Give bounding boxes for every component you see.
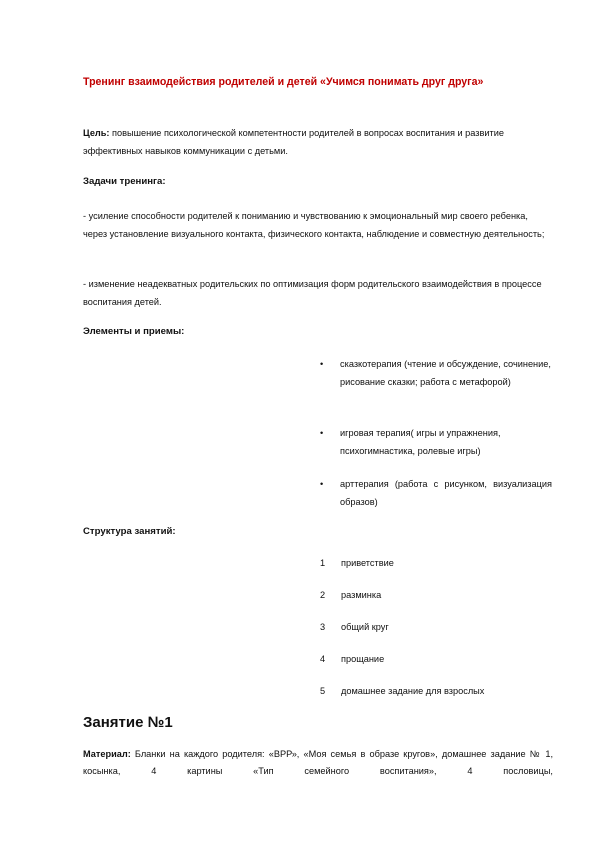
element-text: арттерапия (работа с рисунком, визуализация образов) xyxy=(340,479,552,507)
element-text: игровая терапия( игры и упражнения, психогимнастика, ролевые игры) xyxy=(340,428,501,456)
goal-paragraph xyxy=(83,124,553,160)
material-label: Материал: xyxy=(83,749,131,759)
item-number: 1 xyxy=(320,558,326,568)
element-item-art xyxy=(320,475,552,511)
elements-list-3 xyxy=(320,475,552,511)
goal-text: повышение психологической компетентности родителей в вопросах воспитания и развитие эффективных навыков коммуникации с детьми. xyxy=(83,128,504,156)
structure-heading: Структура занятий: xyxy=(83,526,176,537)
task-item-2: - изменение неадекватных родительских по оптимизация форм родительского взаимодействия в процессе воспитания детей. xyxy=(83,279,542,307)
structure-item xyxy=(320,622,389,632)
structure-item xyxy=(320,558,394,568)
task-item-1: - усиление способности родителей к пониманию и чувствованию к эмоциональный мир своего ребенка, через установление визуального контакта, физического контакта, наблюдение и совместную деятельность; xyxy=(83,211,545,239)
bullet: • xyxy=(320,428,324,438)
elements-list-2 xyxy=(320,424,552,460)
structure-item xyxy=(320,686,484,696)
element-item-fairytale xyxy=(320,355,552,391)
bullet: • xyxy=(320,359,324,369)
material-text: Бланки на каждого родителя: «ВРР», «Моя семья в образе кругов», домашнее задание № 1, косынка, 4 картины «Тип семейного воспитания», 4 пословицы, xyxy=(83,749,553,776)
item-text: общий круг xyxy=(341,622,389,632)
item-number: 4 xyxy=(320,654,326,664)
element-text: сказкотерапия (чтение и обсуждение, сочинение, рисование сказки; работа с метафорой) xyxy=(340,359,551,387)
document-title: Тренинг взаимодействия родителей и детей «Учимся понимать друг друга» xyxy=(83,76,484,88)
goal-label: Цель: xyxy=(83,128,110,138)
elements-heading: Элементы и приемы: xyxy=(83,326,185,337)
material-paragraph xyxy=(83,746,553,780)
item-text: домашнее задание для взрослых xyxy=(341,686,485,696)
lesson-title: Занятие №1 xyxy=(83,714,173,731)
item-text: прощание xyxy=(341,654,385,664)
structure-item xyxy=(320,654,384,664)
item-number: 5 xyxy=(320,686,326,696)
item-text: разминка xyxy=(341,590,382,600)
elements-list xyxy=(320,355,552,391)
item-number: 3 xyxy=(320,622,326,632)
bullet: • xyxy=(320,479,324,489)
element-item-play xyxy=(320,424,552,460)
structure-item xyxy=(320,590,381,600)
tasks-heading: Задачи тренинга: xyxy=(83,176,166,187)
item-number: 2 xyxy=(320,590,326,600)
item-text: приветствие xyxy=(341,558,394,568)
